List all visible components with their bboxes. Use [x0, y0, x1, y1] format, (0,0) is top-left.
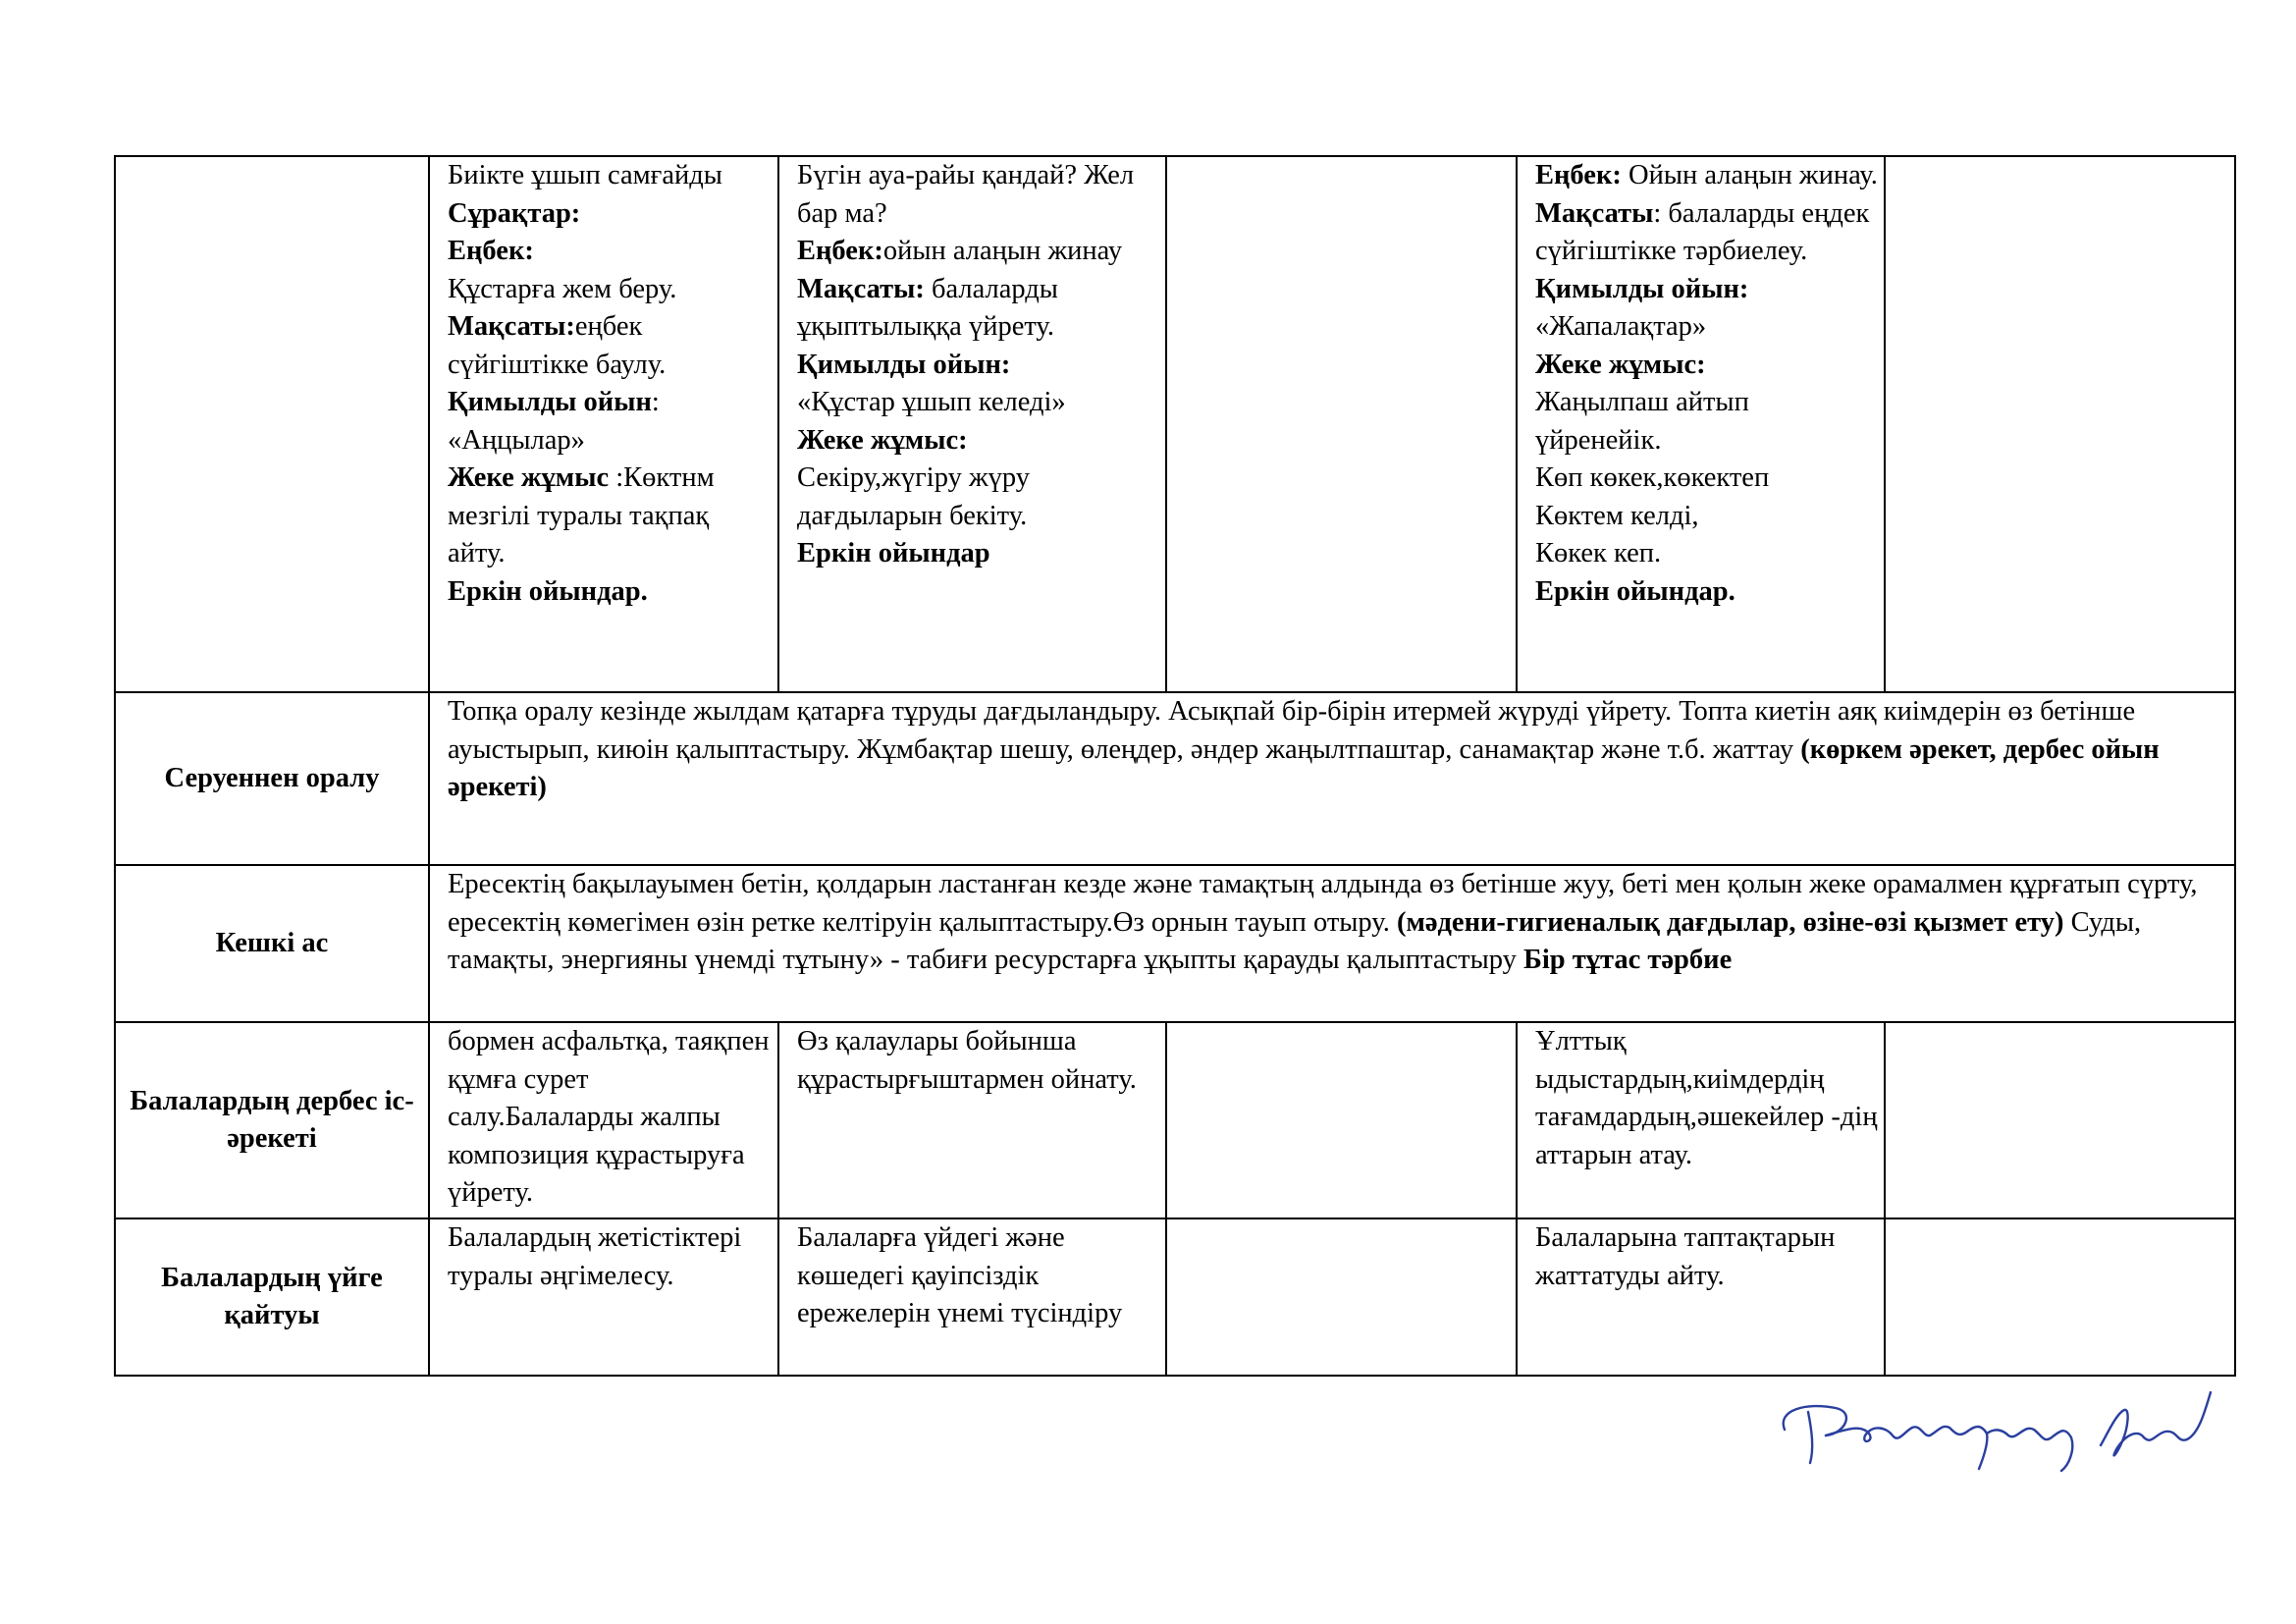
cell-line [797, 460, 1159, 535]
cell-line [797, 384, 1159, 422]
text-run: Көктем келді, [1535, 500, 1699, 531]
text-run: (мәдени-гигиеналық дағдылар, өзіне-өзі қызмет ету) [1396, 906, 2064, 938]
activity-row-label: Балалардың дербес іс-әрекеті [115, 1022, 429, 1218]
daily-plan-table [114, 155, 2236, 1377]
cell-line [448, 157, 772, 195]
cell-line [797, 157, 1159, 233]
text-run: Еңбек: [797, 236, 883, 266]
cell-line [1535, 347, 1878, 385]
text-run: Ұлттық ыдыстардың,киімдердің тағамдардың,әшекейлер -дің аттарын атау. [1535, 1026, 1878, 1170]
handwritten-signature [1767, 1373, 2218, 1481]
dinner-row [115, 865, 2235, 1022]
cell-line [797, 233, 1159, 271]
cell-line [448, 384, 772, 460]
walk-wed-cell [1166, 156, 1517, 692]
text-run: : «Аңцылар» [448, 387, 660, 456]
text-run: Секіру,жүгіру жүру дағдыларын бекіту. [797, 462, 1031, 531]
text-run: Балаларына таптақтарын жаттатуды айту. [1535, 1222, 1836, 1291]
cell-line [448, 308, 772, 384]
home-thu-cell [1517, 1218, 1885, 1376]
text-run: Ойын алаңын жинау. [1621, 160, 1878, 190]
text-run: Қимылды ойын: [1535, 273, 1749, 304]
activity-thu-cell [1517, 1022, 1885, 1218]
text-run: еңбек сүйгіштікке баулу. [448, 311, 667, 380]
cell-line [1535, 535, 1878, 573]
signature-strokes [1784, 1392, 2211, 1471]
walk-mon-cell [429, 156, 778, 692]
cell-line [448, 233, 772, 271]
text-run: Мақсаты: [448, 311, 575, 342]
home-wed-cell [1166, 1218, 1517, 1376]
text-run: Еркін ойындар. [1535, 575, 1735, 607]
home-row-label: Балалардың үйге қайтуы [115, 1218, 429, 1376]
cell-line [1535, 573, 1878, 612]
text-run: Өз қалаулары бойынша құрастырғыштармен ойнату. [797, 1026, 1137, 1095]
walk-row-label [115, 156, 429, 692]
text-run: Жаңылпаш айтып үйренейік. [1535, 387, 1749, 456]
text-run: : балаларды еңдек сүйгіштікке тәрбиелеу. [1535, 197, 1870, 266]
cell-line [797, 1023, 1159, 1099]
text-run: Мақсаты [1535, 197, 1654, 229]
text-run: Көкек кеп. [1535, 538, 1662, 568]
text-run: Құстарға жем беру. [448, 273, 677, 304]
cell-line [448, 573, 772, 612]
activity-fri-cell [1885, 1022, 2235, 1218]
text-run: Көп көкек,көкектеп [1535, 462, 1770, 493]
cell-line [797, 535, 1159, 573]
walk-thu-cell [1517, 156, 1885, 692]
cell-line [1535, 384, 1878, 460]
text-run: Қимылды ойын [448, 387, 652, 417]
return-row-text [429, 692, 2235, 865]
text-run: Балалардың жетістіктері туралы әңгімелесу. [448, 1222, 742, 1291]
text-run: Сұрақтар: [448, 197, 581, 229]
text-run: Еркін ойындар [797, 538, 990, 568]
text-run: Мақсаты: [797, 273, 925, 304]
text-run: балаларды ұқыптылыққа үйрету. [797, 273, 1058, 342]
text-run: Еркін ойындар. [448, 575, 648, 607]
dinner-row-label: Кешкі ас [115, 865, 429, 1022]
cell-line [1535, 195, 1878, 271]
cell-line [797, 422, 1159, 460]
cell-line [1535, 157, 1878, 195]
walk-fri-cell [1885, 156, 2235, 692]
paragraph [448, 866, 2228, 980]
cell-line [448, 271, 772, 309]
return-row-label: Серуеннен оралу [115, 692, 429, 865]
activity-row [115, 1022, 2235, 1218]
return-row [115, 692, 2235, 865]
text-run: :Көктнм мезгілі туралы тақпақ айту. [448, 462, 715, 568]
home-tue-cell [778, 1218, 1166, 1376]
home-fri-cell [1885, 1218, 2235, 1376]
text-run: ойын алаңын жинау [882, 236, 1123, 266]
text-run: «Жапалақтар» [1535, 311, 1707, 342]
text-run: «Құстар ұшып келеді» [797, 387, 1066, 417]
cell-line [448, 460, 772, 573]
text-run: Топқа оралу кезінде жылдам қатарға тұруды дағдыландыру. Асықпай бір-бірін итермей жүруді үйрету. Топта киетін аяқ киімдерін өз бетінше ауыстырып, киюін қалыптастыру. Жұмбақтар шешу, өлеңдер, әндер жаңылтпаштар, санамақтар және т.б. жаттау [448, 696, 2136, 765]
cell-line [1535, 460, 1878, 498]
text-run: Ересектің бақылауымен бетін, қолдарын ластанған кезде және тамақтың алдында өз бетінше жуу, беті мен қолын жеке орамалмен құрғатып сүрту, ересектің көмегімен өзін ретке келтіруін қалыптастыру.Өз орнын тауып отыру. [448, 869, 2198, 938]
text-run: Бір тұтас тәрбие [1523, 945, 1733, 975]
text-run: Биікте ұшып самғайды [448, 160, 722, 190]
cell-line [1535, 1023, 1878, 1174]
activity-wed-cell [1166, 1022, 1517, 1218]
activity-tue-cell [778, 1022, 1166, 1218]
text-run: Суды, тамақты, энергияны үнемді тұтыну» - табиғи ресурстарға ұқыпты қарауды қалыптастыру [448, 906, 2142, 975]
text-run: (көркем әрекет, дербес ойын әрекеті) [448, 733, 2160, 802]
cell-line [448, 195, 772, 234]
cell-line [1535, 271, 1878, 309]
cell-line [448, 1219, 772, 1295]
text-run: Жеке жұмыс: [1535, 349, 1706, 380]
text-run: Еңбек: [1535, 160, 1622, 190]
text-run: Жеке жұмыс: [797, 424, 968, 456]
text-run: Қимылды ойын: [797, 349, 1011, 380]
text-run: Балаларға үйдегі және көшедегі қауіпсіздік ережелерін үнемі түсіндіру [797, 1222, 1123, 1328]
text-run: Бүгін ауа-райы қандай? Жел бар ма? [797, 160, 1135, 229]
paragraph [448, 693, 2228, 807]
cell-line [797, 347, 1159, 385]
cell-line [1535, 498, 1878, 536]
text-run: Еңбек: [448, 236, 534, 266]
activity-mon-cell [429, 1022, 778, 1218]
dinner-row-text [429, 865, 2235, 1022]
walk-tue-cell [778, 156, 1166, 692]
cell-line [1535, 308, 1878, 347]
text-run: бормен асфальтқа, таяқпен құмға сурет салу.Балаларды жалпы композиция құрастыруға үйрету. [448, 1026, 770, 1208]
cell-line [448, 1023, 772, 1213]
walk-row [115, 156, 2235, 692]
cell-line [797, 1219, 1159, 1333]
home-mon-cell [429, 1218, 778, 1376]
text-run: Жеке жұмыс [448, 462, 616, 493]
cell-line [797, 271, 1159, 347]
home-row [115, 1218, 2235, 1376]
cell-line [1535, 1219, 1878, 1295]
